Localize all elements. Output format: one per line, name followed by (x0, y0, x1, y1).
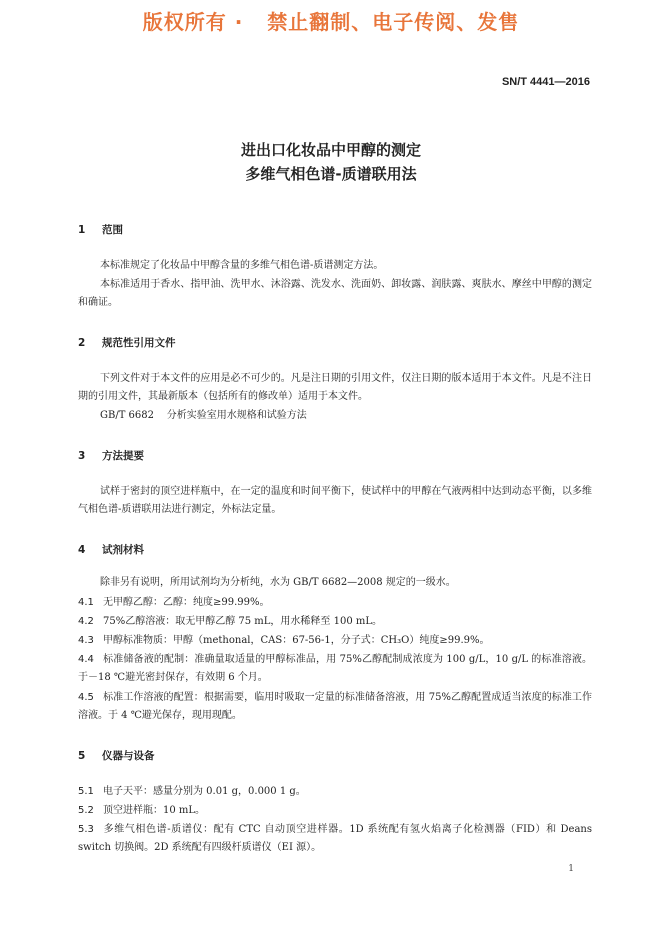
section-number: 1 (78, 224, 86, 236)
section-number: 2 (78, 337, 86, 349)
item-number: 4.5 (78, 692, 94, 703)
section-1-paragraph-1: 本标准规定了化妆品中甲醇含量的多维气相色谱-质谱测定方法。 (100, 260, 384, 271)
item-number: 5.2 (78, 805, 94, 816)
list-item (78, 783, 592, 801)
item-text: 无甲醇乙醇：乙醇：纯度≥99.99%。 (103, 597, 270, 608)
section-title: 范围 (102, 224, 123, 236)
item-number: 4.2 (78, 616, 94, 627)
item-text: 顶空进样瓶：10 mL。 (103, 805, 206, 816)
section-1-heading (78, 222, 123, 237)
item-text: 电子天平：感量分别为 0.01 g，0.000 1 g。 (103, 786, 306, 797)
page-number: 1 (568, 864, 574, 874)
list-item (78, 594, 592, 612)
section-4-heading (78, 542, 144, 557)
section-4-paragraph-1: 除非另有说明，所用试剂均为分析纯，水为 GB/T 6682—2008 规定的一级水。 (100, 577, 456, 588)
standard-number: SN/T 4441—2016 (501, 76, 590, 88)
item-text: 甲醇标准物质：甲醇（methonal，CAS：67-56-1，分子式：CH₃O）纯度≥99.9%。 (103, 635, 490, 646)
section-2-paragraph-1: 下列文件对于本文件的应用是必不可少的。凡是注日期的引用文件，仅注日期的版本适用于本文件。凡是不注日期的引用文件，其最新版本（包括所有的修改单）适用于本文件。 (78, 373, 592, 402)
list-item (78, 689, 592, 725)
item-text: 75%乙醇溶液：取无甲醇乙醇 75 mL，用水稀释至 100 mL。 (103, 616, 382, 627)
list-item (78, 821, 592, 857)
document-title-line-1: 进出口化妆品中甲醇的测定 (240, 141, 421, 159)
section-title: 仪器与设备 (102, 750, 155, 762)
section-3-paragraph-1: 试样于密封的顶空进样瓶中，在一定的温度和时间平衡下，使试样中的甲醇在气液两相中达到动态平衡，以多维气相色谱-质谱联用法进行测定，外标法定量。 (78, 486, 592, 515)
section-number: 3 (78, 450, 86, 462)
section-2-reference: GB/T 6682 分析实验室用水规格和试验方法 (100, 410, 307, 421)
item-number: 5.1 (78, 786, 94, 797)
list-item (78, 651, 592, 687)
item-number: 5.3 (78, 824, 94, 835)
list-item (78, 632, 592, 650)
section-5-heading (78, 748, 155, 763)
section-3-heading (78, 448, 144, 463)
section-title: 方法提要 (102, 450, 144, 462)
document-title-line-2: 多维气相色谱-质谱联用法 (245, 165, 417, 183)
section-title: 试剂材料 (102, 544, 144, 556)
list-item (78, 613, 592, 631)
section-number: 5 (78, 750, 86, 762)
item-text: 标准工作溶液的配置：根据需要，临用时吸取一定量的标准储备溶液，用 75%乙醇配置成适当浓度的标准工作溶液。于 4 ℃避光保存，现用现配。 (78, 692, 592, 721)
list-item (78, 802, 592, 820)
item-number: 4.1 (78, 597, 94, 608)
section-title: 规范性引用文件 (102, 337, 176, 349)
copyright-banner: 版权所有 · 禁止翻制、电子传阅、发售 (142, 10, 520, 34)
section-1-paragraph-2: 本标准适用于香水、指甲油、洗甲水、沐浴露、洗发水、洗面奶、卸妆露、润肤露、爽肤水、摩丝中甲醇的测定和确证。 (78, 279, 592, 308)
item-number: 4.4 (78, 654, 94, 665)
section-number: 4 (78, 544, 86, 556)
item-number: 4.3 (78, 635, 94, 646)
item-text: 标准储备液的配制：准确量取适量的甲醇标准品，用 75%乙醇配制成浓度为 100 g/L，10 g/L 的标准溶液。于－18 ℃避光密封保存，有效期 6 个月。 (78, 654, 592, 683)
item-text: 多维气相色谱-质谱仪：配有 CTC 自动顶空进样器。1D 系统配有氢火焰离子化检测器（FID）和 Deans switch 切换阀。2D 系统配有四级杆质谱仪（EI 源）。 (78, 824, 592, 853)
section-2-heading (78, 335, 176, 350)
